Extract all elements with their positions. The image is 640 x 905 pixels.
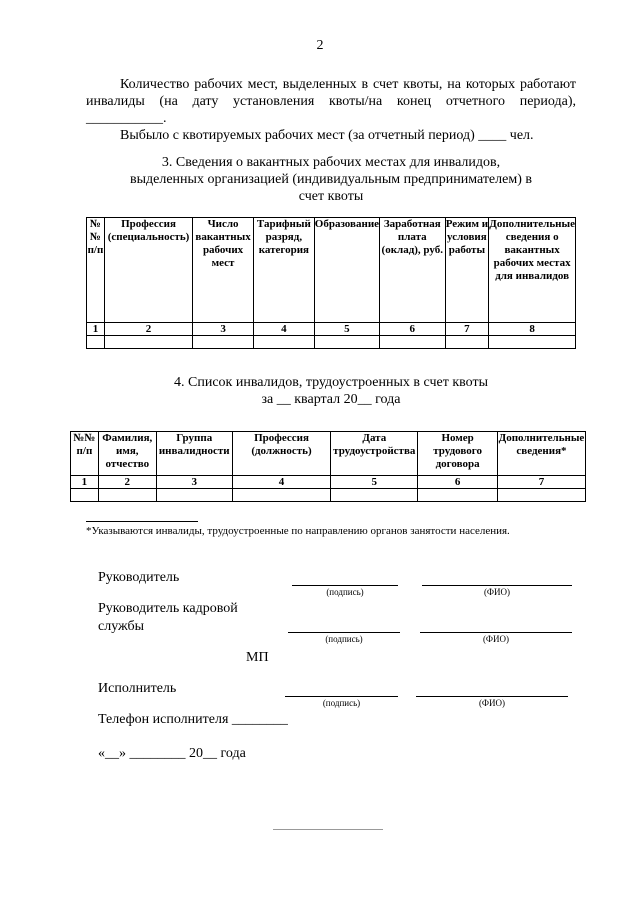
emp-header-name: Фамилия, имя, отчество <box>98 432 156 476</box>
emp-header-group: Группа инвалидности <box>156 432 232 476</box>
vac-header-education: Образование <box>314 218 379 323</box>
footnote: *Указываются инвалиды, трудоустроенные по направлению органов занятости населения. <box>86 525 510 537</box>
vac-header-salary: Заработная плата (оклад), руб. <box>380 218 445 323</box>
executor-name-line <box>416 696 568 697</box>
employed-number-row <box>71 476 586 489</box>
vac-header-grade: Тарифный разряд, категория <box>253 218 314 323</box>
hr-sign-line <box>288 632 400 633</box>
head-name-line <box>422 585 572 586</box>
emp-header-extra: Дополнительные сведения* <box>497 432 585 476</box>
executor-phone: Телефон исполнителя ________ <box>98 712 288 727</box>
executor-label: Исполнитель <box>98 681 177 696</box>
emp-num-7: 7 <box>497 476 585 489</box>
emp-num-3: 3 <box>156 476 232 489</box>
head-sign-caption: (подпись) <box>326 587 364 597</box>
vac-num-7: 7 <box>445 323 489 336</box>
date-line: «__» ________ 20__ года <box>98 746 246 761</box>
footnote-divider <box>86 521 198 522</box>
vacancies-empty-row <box>87 336 576 349</box>
section4-title-line1: 4. Список инвалидов, трудоустроенных в счет квоты <box>174 375 488 390</box>
stamp-label: МП <box>246 650 269 665</box>
section4-title-line2: за __ квартал 20__ года <box>261 392 401 407</box>
executor-sign-line <box>285 696 398 697</box>
executor-name-caption: (ФИО) <box>478 698 506 708</box>
bottom-divider <box>273 829 383 830</box>
hr-head-label-line1: Руководитель кадровой <box>98 601 238 616</box>
emp-header-date: Дата трудоустройства <box>331 432 418 476</box>
vac-num-4: 4 <box>253 323 314 336</box>
vac-header-extra: Дополнительные сведения о вакантных рабочих местах для инвалидов <box>489 218 576 323</box>
head-sign-line <box>292 585 398 586</box>
hr-name-line <box>420 632 572 633</box>
vac-num-5: 5 <box>314 323 379 336</box>
left-jobs-text: Выбыло с квотируемых рабочих мест (за отчетный период) ____ чел. <box>120 128 534 143</box>
emp-num-4: 4 <box>232 476 331 489</box>
vac-num-3: 3 <box>193 323 254 336</box>
vac-header-count: Число вакантных рабочих мест <box>193 218 254 323</box>
vac-header-profession: Профессия (специальность) <box>104 218 192 323</box>
head-label: Руководитель <box>98 570 180 585</box>
section3-title-line2: выделенных организацией (индивидуальным предпринимателем) в <box>130 172 532 187</box>
head-name-caption: (ФИО) <box>483 587 511 597</box>
quota-jobs-paragraph <box>86 76 576 127</box>
vac-header-no: №№ п/п <box>87 218 105 323</box>
hr-name-caption: (ФИО) <box>482 634 510 644</box>
vac-header-mode: Режим и условия работы <box>445 218 489 323</box>
section3-title-line3: счет квоты <box>298 189 364 204</box>
page-number: 2 <box>316 38 324 53</box>
emp-num-6: 6 <box>418 476 498 489</box>
section4-title <box>86 374 576 408</box>
quota-jobs-text: Количество рабочих мест, выделенных в счет квоты, на которых работают инвалиды (на дату установления квоты/на конец отчетного периода), ___________. <box>86 77 576 126</box>
emp-num-1: 1 <box>71 476 99 489</box>
vac-num-2: 2 <box>104 323 192 336</box>
emp-header-profession: Профессия (должность) <box>232 432 331 476</box>
vac-num-8: 8 <box>489 323 576 336</box>
left-jobs-paragraph <box>86 127 576 144</box>
vac-num-1: 1 <box>87 323 105 336</box>
vacancies-number-row <box>87 323 576 336</box>
section3-title <box>86 154 576 205</box>
emp-num-2: 2 <box>98 476 156 489</box>
emp-num-5: 5 <box>331 476 418 489</box>
employed-table <box>70 431 586 502</box>
section3-title-line1: 3. Сведения о вакантных рабочих местах для инвалидов, <box>161 155 501 170</box>
executor-sign-caption: (подпись) <box>322 698 361 708</box>
hr-sign-caption: (подпись) <box>325 634 363 644</box>
vac-num-6: 6 <box>380 323 445 336</box>
employed-header-row <box>71 432 586 476</box>
emp-header-no: №№ п/п <box>71 432 99 476</box>
vacancies-header-row <box>87 218 576 323</box>
emp-header-contract: Номер трудового договора <box>418 432 498 476</box>
employed-empty-row <box>71 489 586 502</box>
hr-head-label-line2: службы <box>98 619 145 634</box>
vacancies-table <box>86 217 576 349</box>
